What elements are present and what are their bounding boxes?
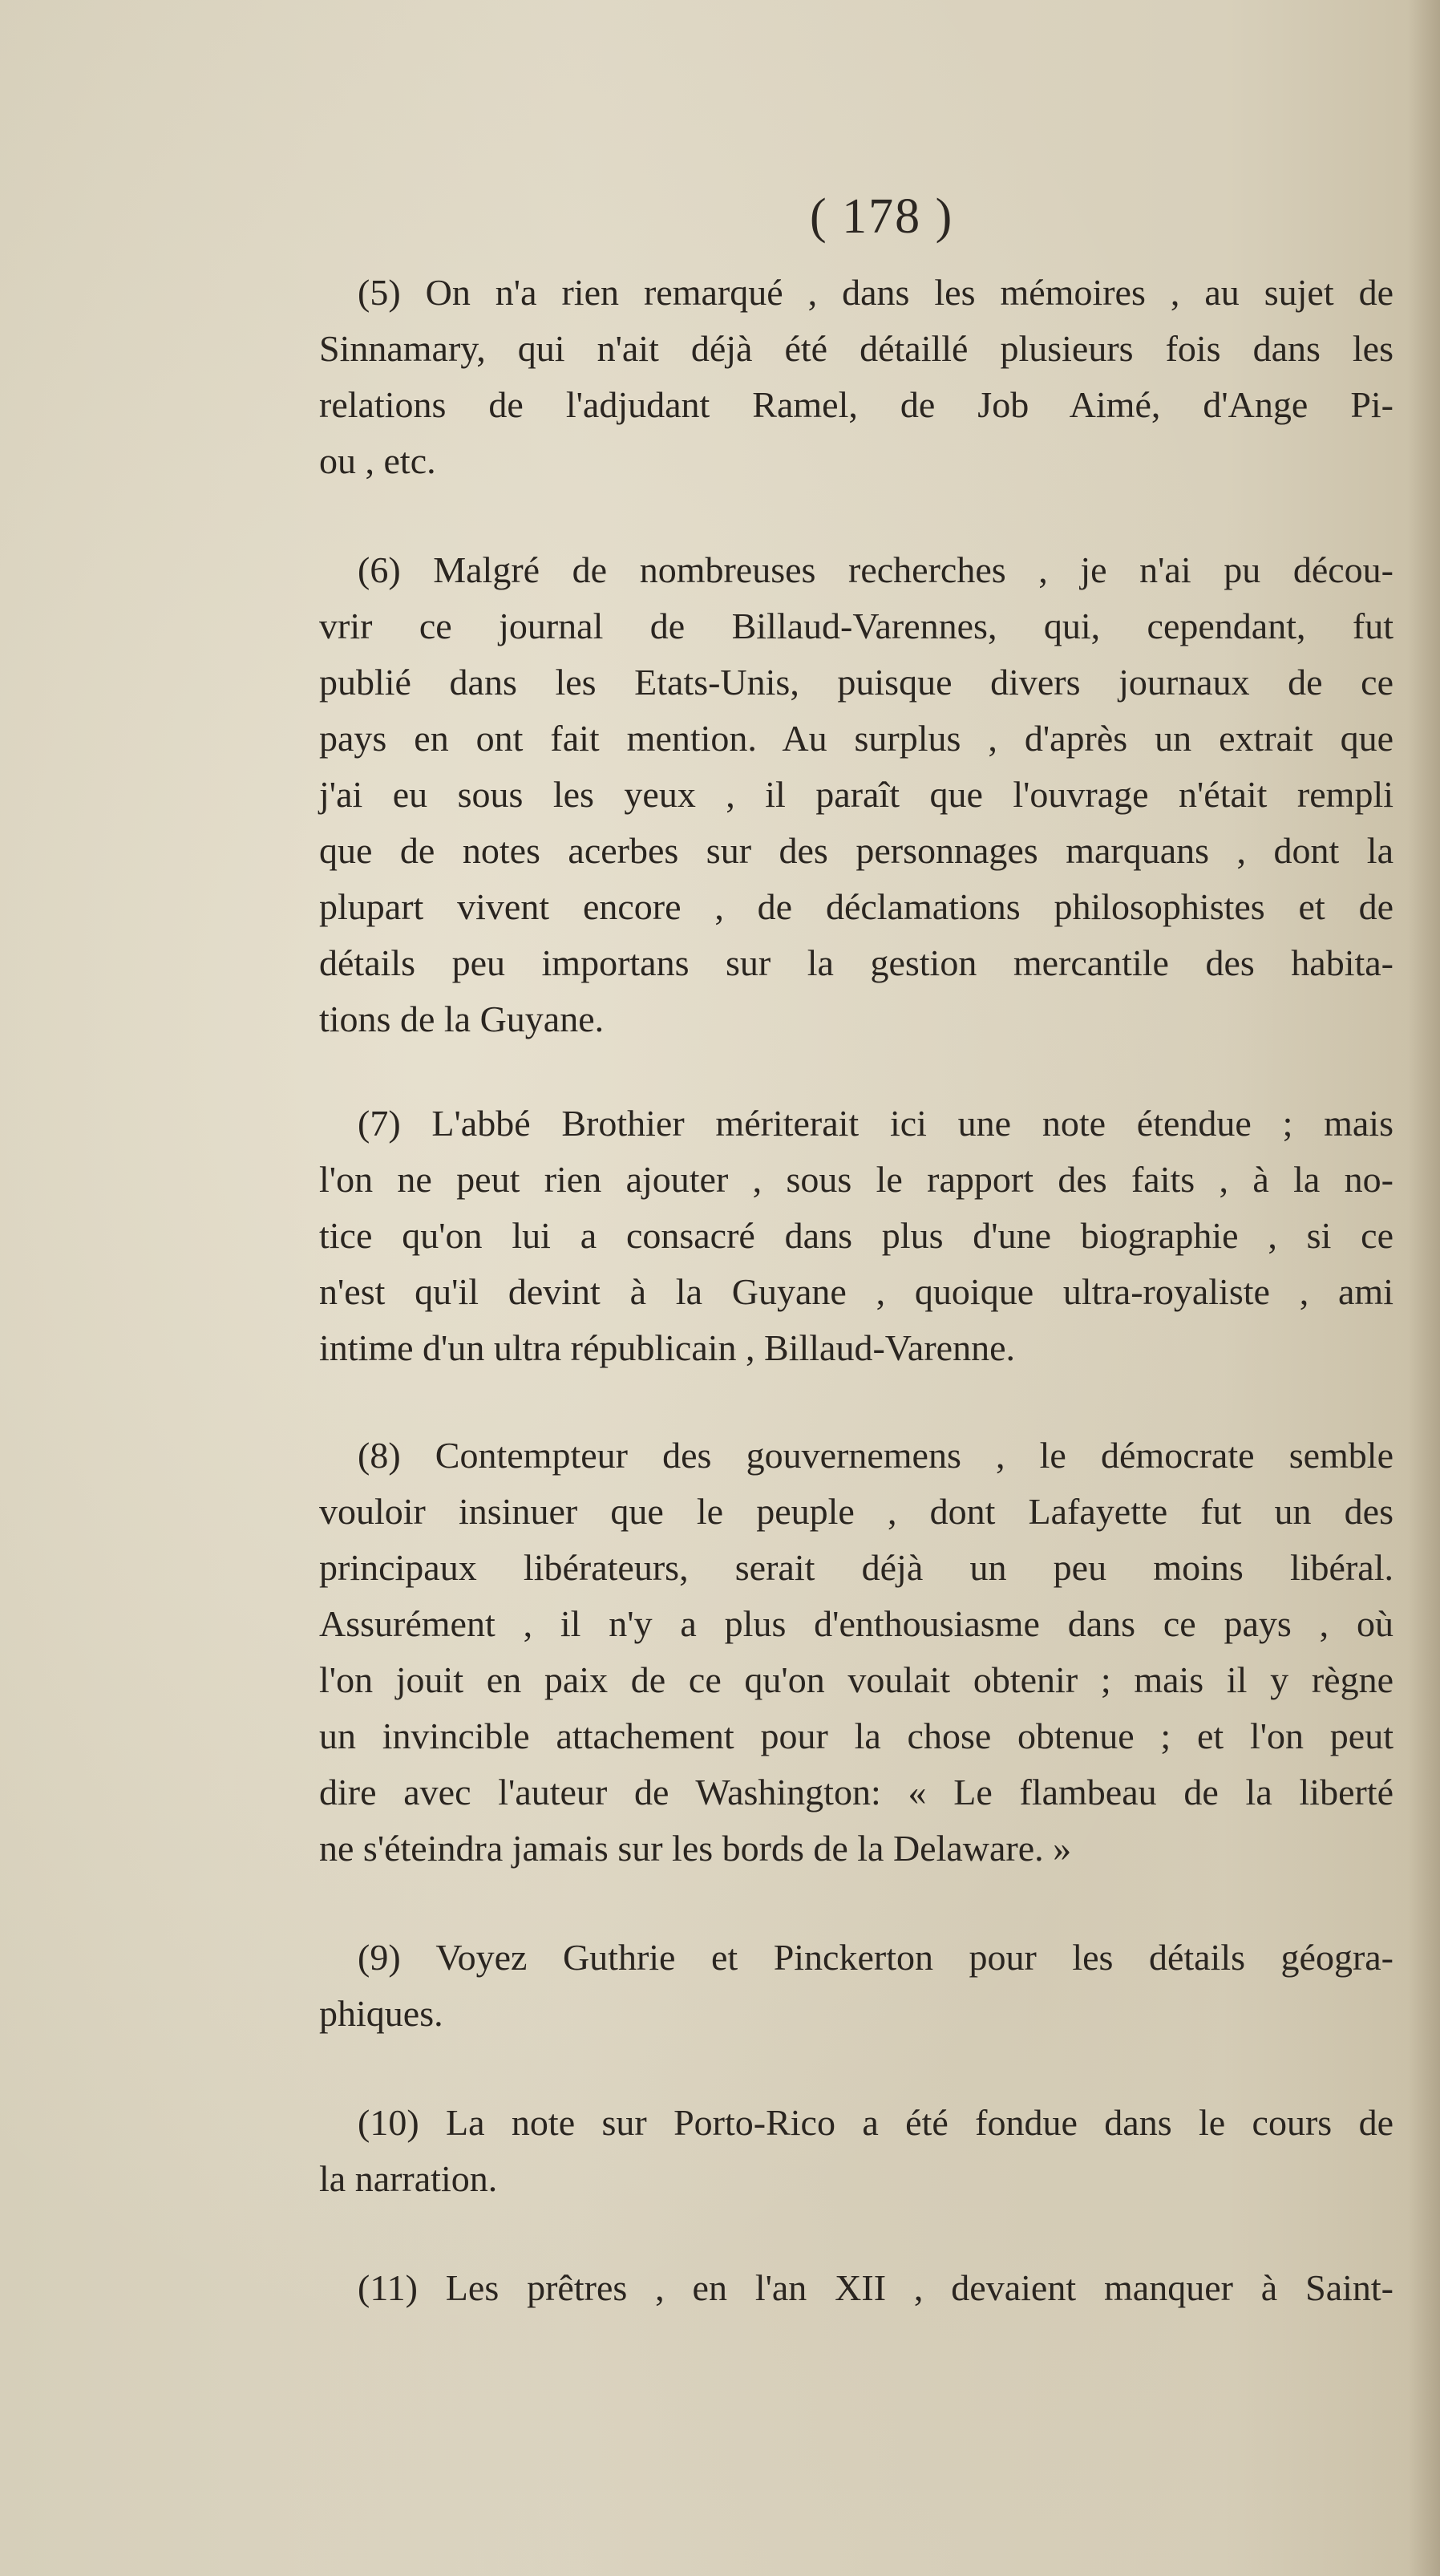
endnotes [319, 265, 1393, 2369]
note-line: vouloir insinuer que le peuple , dont Lafayette fut un des [319, 1491, 1393, 1532]
note-line: (8) Contempteur des gouvernemens , le démocrate semble [358, 1435, 1393, 1476]
note-line: l'on jouit en paix de ce qu'on voulait obtenir ; mais il y règne [319, 1659, 1393, 1700]
note-line: ne s'éteindra jamais sur les bords de la Delaware. » [319, 1828, 1072, 1869]
note-line: vrir ce journal de Billaud-Varennes, qui, cependant, fut [319, 606, 1393, 646]
note-line: Assurément , il n'y a plus d'enthousiasme dans ce pays , où [319, 1603, 1393, 1644]
note-line: tions de la Guyane. [319, 998, 605, 1039]
note-line: dire avec l'auteur de Washington: « Le flambeau de la liberté [319, 1772, 1393, 1813]
note-line: pays en ont fait mention. Au surplus , d'après un extrait que [319, 718, 1393, 759]
note-line: (6) Malgré de nombreuses recherches , je n'ai pu décou- [358, 549, 1393, 590]
note-line: (10) La note sur Porto-Rico a été fondue dans le cours de [358, 2102, 1393, 2143]
note-line: tice qu'on lui a consacré dans plus d'une biographie , si ce [319, 1215, 1393, 1256]
note-line: détails peu importans sur la gestion mercantile des habita- [319, 942, 1393, 983]
note-line: phiques. [319, 1993, 443, 2034]
note-line: (11) Les prêtres , en l'an XII , devaient manquer à Saint- [358, 2267, 1393, 2308]
note-line: (7) L'abbé Brothier mériterait ici une note étendue ; mais [358, 1103, 1393, 1144]
page-number: ( 178 ) [810, 189, 954, 244]
note-line: intime d'un ultra républicain , Billaud-Varenne. [319, 1327, 1015, 1368]
note-8 [319, 1428, 1393, 1877]
note-line: principaux libérateurs, serait déjà un peu moins libéral. [319, 1547, 1393, 1588]
note-line: ou , etc. [319, 440, 436, 481]
note-line: plupart vivent encore , de déclamations philosophistes et de [319, 886, 1393, 927]
note-line: (5) On n'a rien remarqué , dans les mémoires , au sujet de [358, 272, 1393, 313]
page-edge-shadow [1408, 0, 1440, 2576]
note-10 [319, 2095, 1393, 2207]
note-line: la narration. [319, 2158, 498, 2199]
note-line: que de notes acerbes sur des personnages marquans , dont la [319, 830, 1393, 871]
note-line: publié dans les Etats-Unis, puisque divers journaux de ce [319, 662, 1393, 703]
note-line: Sinnamary, qui n'ait déjà été détaillé plusieurs fois dans les [319, 328, 1393, 369]
note-line: relations de l'adjudant Ramel, de Job Aimé, d'Ange Pi- [319, 384, 1393, 425]
note-5 [319, 265, 1393, 489]
note-line: un invincible attachement pour la chose obtenue ; et l'on peut [319, 1715, 1393, 1756]
note-6 [319, 542, 1393, 1047]
note-line: l'on ne peut rien ajouter , sous le rapport des faits , à la no- [319, 1159, 1393, 1200]
note-7 [319, 1096, 1393, 1376]
note-line: j'ai eu sous les yeux , il paraît que l'ouvrage n'était rempli [319, 774, 1393, 815]
note-11 [319, 2260, 1393, 2316]
note-line: (9) Voyez Guthrie et Pinckerton pour les détails géogra- [358, 1937, 1393, 1978]
note-9 [319, 1930, 1393, 2042]
note-line: n'est qu'il devint à la Guyane , quoique ultra-royaliste , ami [319, 1271, 1393, 1312]
